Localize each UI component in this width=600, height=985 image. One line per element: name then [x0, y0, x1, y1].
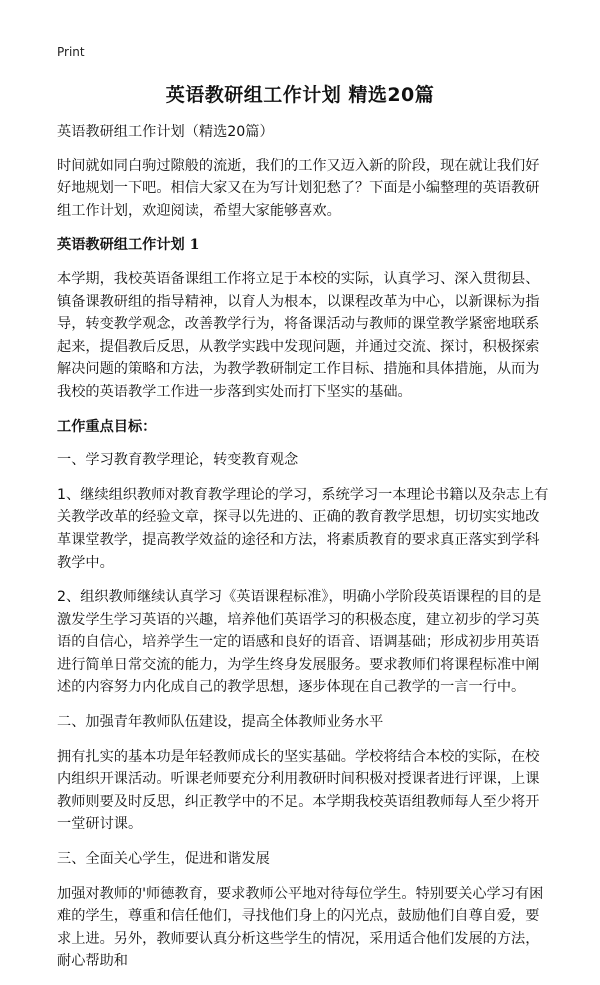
item3-paragraph: 加强对教师的'师德教育，要求教师公平地对待每位学生。特别要关心学习有困难的学生，尊重和信任他们，寻找他们身上的闪光点，鼓励他们自尊自爱，要求上进。另外，教师要认真分析这些学生的情况，采用适合他们发展的方法，耐心帮助和 — [57, 885, 544, 970]
intro-paragraph: 时间就如同白驹过隙般的流逝，我们的工作又迈入新的阶段，现在就让我们好好地规划一下吧。相信大家又在为写计划犯愁了？下面是小编整理的英语教研组工作计划，欢迎阅读，希望大家能够喜欢。 — [57, 157, 540, 219]
goals-heading: 工作重点目标： — [57, 418, 157, 435]
item2-paragraph: 拥有扎实的基本功是年轻教师成长的坚实基础。学校将结合本校的实际，在校内组织开课活动。听课老师要充分利用教研时间积极对授课者进行评课，上课教师则要及时反思，纠正教学中的不足。本学期我校英语组教师每人至少将开一堂研讨课。 — [57, 748, 540, 833]
document-subtitle: 英语教研组工作计划（精选20篇） — [57, 124, 274, 140]
item1-heading: 一、学习教育教学理论，转变教育观念 — [57, 452, 299, 469]
print-link[interactable]: Print — [57, 45, 85, 59]
item2-heading: 二、加强青年教师队伍建设，提高全体教师业务水平 — [57, 714, 384, 731]
document-body — [57, 121, 549, 985]
item1-paragraph-2: 2、组织教师继续认真学习《英语课程标准》，明确小学阶段英语课程的目的是激发学生学习英语的兴趣，培养他们英语学习的积极态度，建立初步的学习英语的自信心，培养学生一定的语感和良好的语音、语调基础；形成初步用英语进行简单日常交流的能力，为学生终身发展服务。要求教师们将课程标准中阐述的内容努力内化成自己的教学思想，逐步体现在自己教学的一言一行中。 — [57, 589, 542, 696]
item3-heading: 三、全面关心学生，促进和谐发展 — [57, 851, 270, 868]
section1-paragraph: 本学期，我校英语备课组工作将立足于本校的实际，认真学习、深入贯彻县、镇备课教研组的指导精神，以育人为根本，以课程改革为中心，以新课标为指导，转变教学观念，改善教学行为，将备课活动与教师的课堂教学紧密地联系起来，提倡教后反思，从教学实践中发现问题，并通过交流、探讨，积极探索解决问题的策略和方法，为教学教研制定工作目标、措施和具体措施，从而为我校的英语教学工作进一步落到实处而打下坚实的基础。 — [57, 270, 540, 400]
section-heading-1: 英语教研组工作计划 1 — [57, 237, 200, 254]
page-title: 英语教研组工作计划 精选20篇 — [165, 84, 435, 106]
item1-paragraph-1: 1、继续组织教师对教育教学理论的学习，系统学习一本理论书籍以及杂志上有关教学改革的经验文章，探寻以先进的、正确的教育教学思想，切切实实地改革课堂教学，提高教学效益的途径和方法，将素质教育的要求真正落实到学科教学中。 — [57, 486, 549, 571]
